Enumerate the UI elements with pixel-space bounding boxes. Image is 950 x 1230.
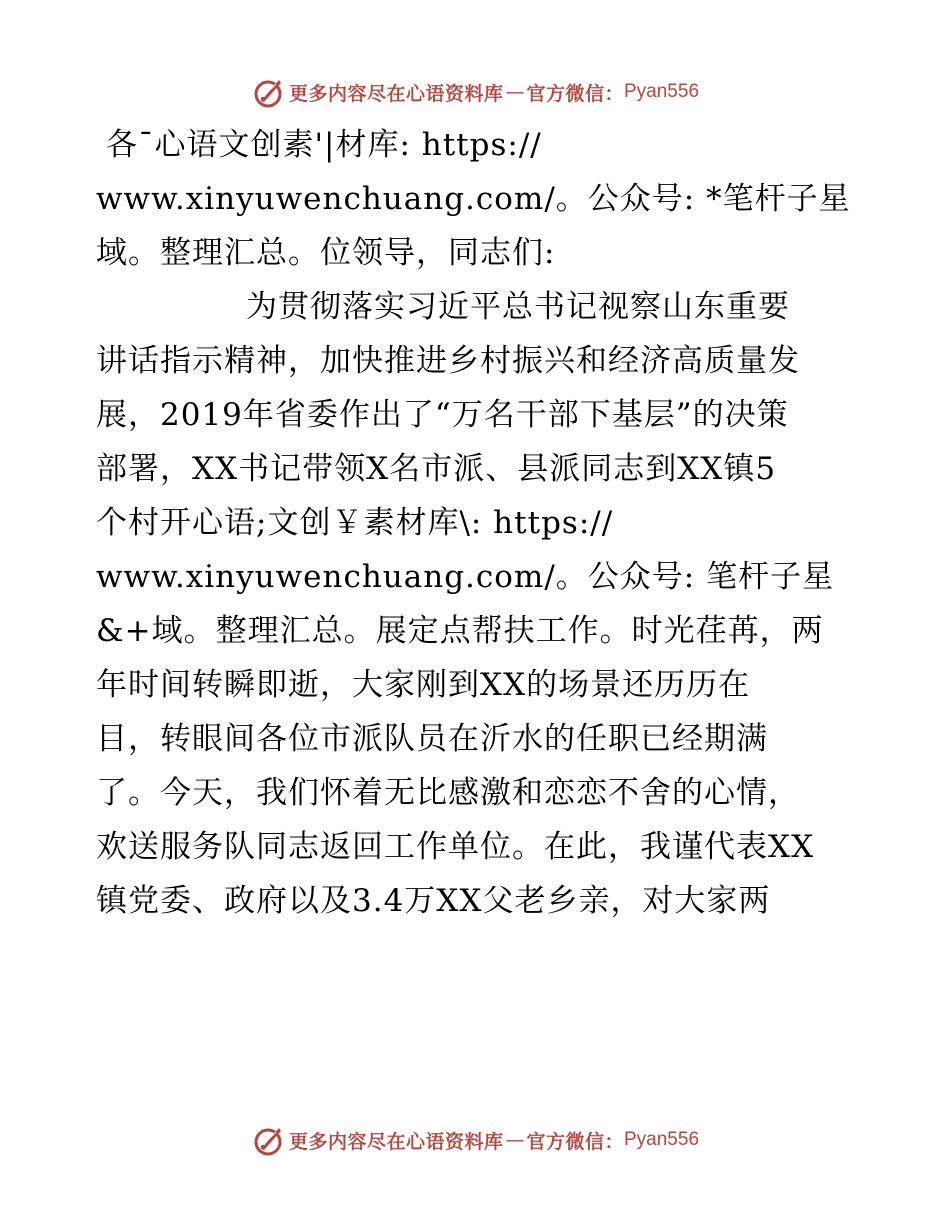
- body-line: 个村开心语;文创￥素材库\: https://: [96, 505, 614, 541]
- body-line: 镇党委、政府以及3.4万XX父老乡亲，对大家两: [96, 883, 771, 919]
- footer-banner-wechat-label: 官方微信：: [526, 1130, 624, 1153]
- body-line: 域。整理汇总。位领导，同志们:: [96, 235, 556, 271]
- body-line: www.xinyuwenchuang.com/。公众号: 笔杆子星: [96, 559, 835, 595]
- footer-banner-text: 更多内容尽在心语资料库: [288, 1130, 504, 1153]
- body-line: 为贯彻落实习近平总书记视察山东重要: [246, 289, 790, 325]
- body-line: 了。今天，我们怀着无比感激和恋恋不舍的心情，: [96, 775, 800, 811]
- footer-banner-account: Pyan556: [624, 1129, 700, 1150]
- body-line: 年时间转瞬即逝，大家刚到XX的场景还历历在: [96, 667, 751, 703]
- body-line: 各¯心语文创素'|材库: https://: [106, 127, 542, 163]
- body-line: &+域。整理汇总。展定点帮扶工作。时光荏苒，两: [96, 613, 824, 649]
- header-banner-text: 更多内容尽在心语资料库: [288, 82, 504, 105]
- body-line: 部署，XX书记带领X名市派、县派同志到XX镇5: [96, 451, 777, 487]
- footer-watermark-banner: [0, 1120, 950, 1160]
- feather-pen-logo-icon: [251, 1123, 285, 1157]
- footer-banner-separator: —: [505, 1129, 525, 1151]
- header-watermark-banner: [0, 72, 950, 112]
- document-body: [96, 118, 866, 928]
- header-banner-separator: —: [505, 81, 525, 103]
- body-line: 目，转眼间各位市派队员在沂水的任职已经期满: [96, 721, 768, 757]
- header-banner-wechat-label: 官方微信：: [526, 82, 624, 105]
- body-line: 欢送服务队同志返回工作单位。在此，我谨代表XX: [96, 829, 815, 865]
- body-line: 讲话指示精神，加快推进乡村振兴和经济高质量发: [96, 343, 800, 379]
- body-line: 展，2019年省委作出了“万名干部下基层”的决策: [96, 397, 789, 433]
- body-line: www.xinyuwenchuang.com/。公众号: *笔杆子星: [96, 181, 851, 217]
- feather-pen-logo-icon: [251, 75, 285, 109]
- header-banner-account: Pyan556: [624, 81, 700, 102]
